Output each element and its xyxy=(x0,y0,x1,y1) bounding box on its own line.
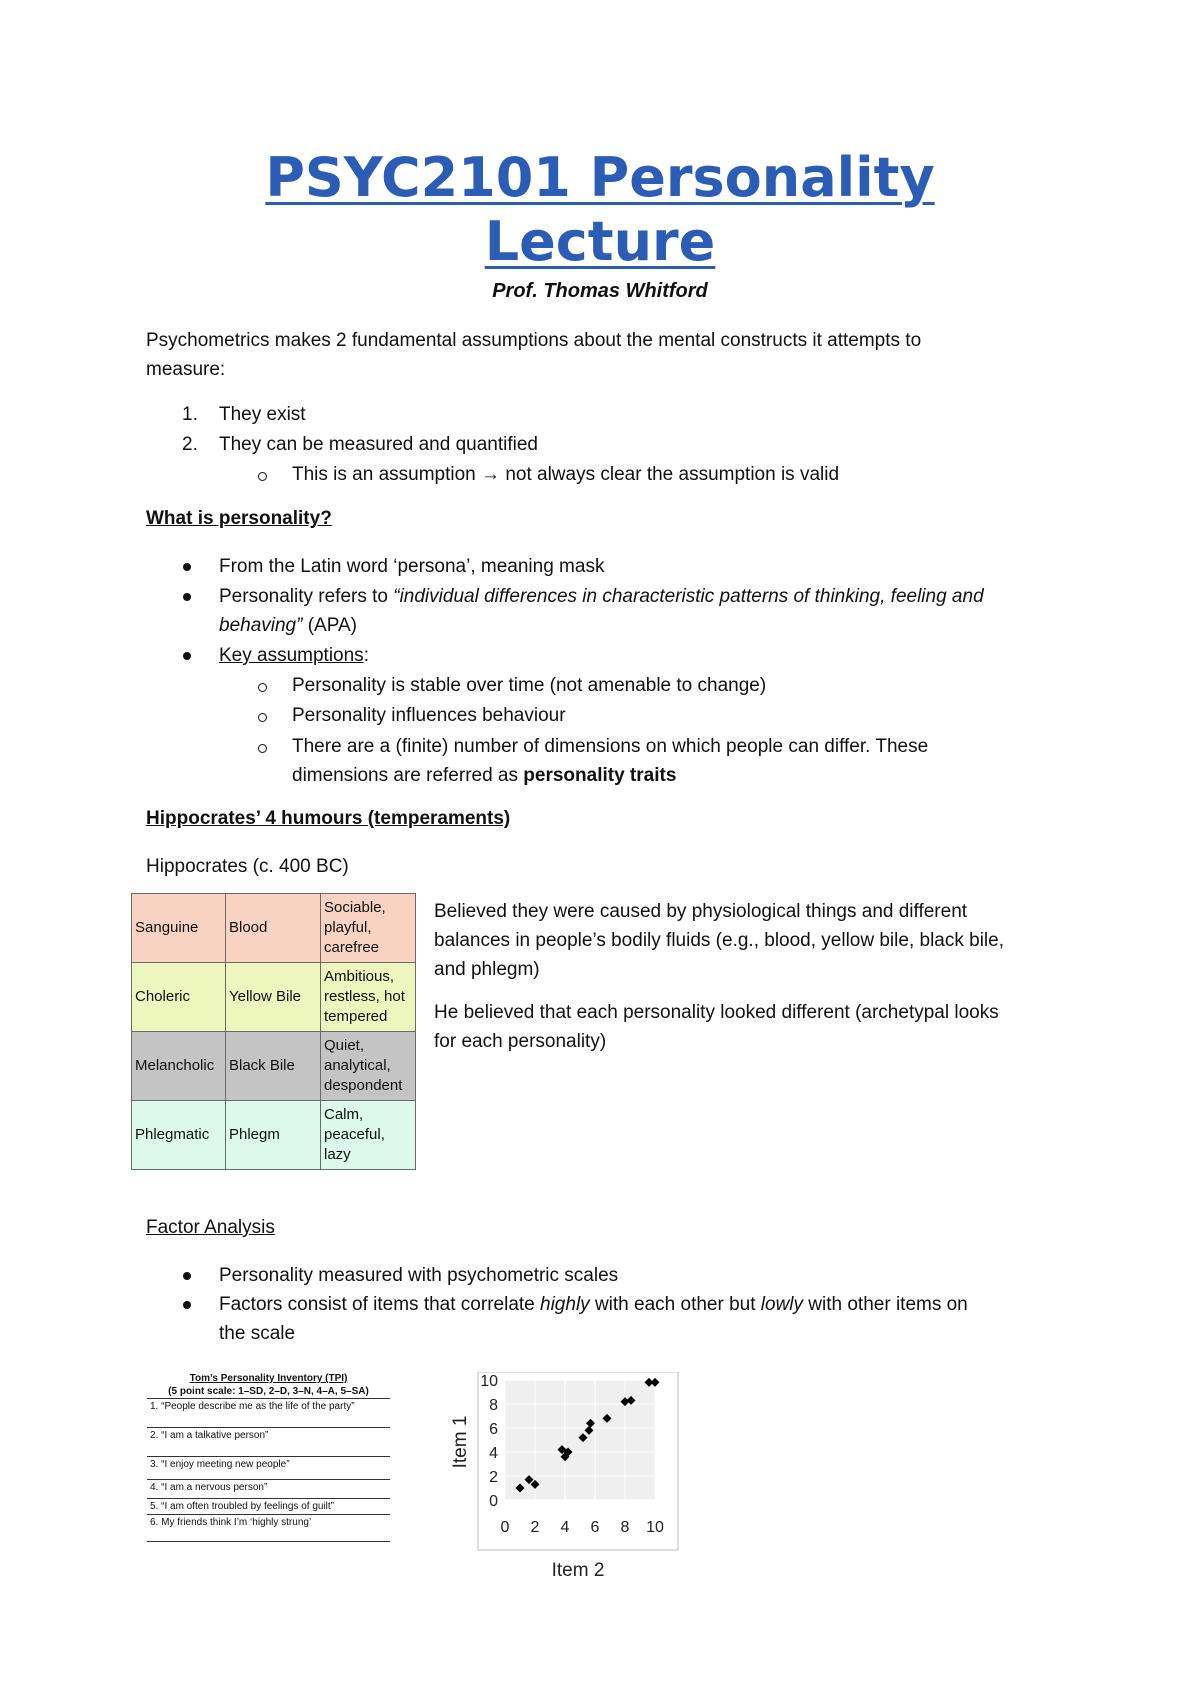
humour-cell: Black Bile xyxy=(226,1032,321,1101)
factor-bullet-2 xyxy=(219,1290,1079,1348)
definition-source: (APA) xyxy=(302,615,357,636)
tpi-item: 3. “I enjoy meeting new people” xyxy=(147,1456,390,1479)
factor-bullet-1: Personality measured with psychometric scales xyxy=(219,1265,619,1286)
section-heading-humours: Hippocrates’ 4 humours (temperaments) xyxy=(146,808,511,829)
y-tick-label: 0 xyxy=(489,1493,498,1510)
definition-lead: Personality refers to xyxy=(219,586,394,607)
tpi-inventory-figure xyxy=(147,1372,390,1568)
traits-cell: Calm, peaceful, lazy xyxy=(321,1101,416,1170)
assumption-note xyxy=(292,460,839,489)
x-tick-label: 8 xyxy=(620,1519,630,1536)
bullet-icon xyxy=(183,563,191,571)
traits-cell: Quiet, analytical, despondent xyxy=(321,1032,416,1101)
tpi-item: 5. “I am often troubled by feelings of guilt” xyxy=(147,1498,390,1514)
traits-cell: Sociable, playful, carefree xyxy=(321,894,416,963)
personality-bullet-3 xyxy=(219,641,369,670)
tpi-item: 4. “I am a nervous person” xyxy=(147,1479,390,1498)
temperament-cell: Phlegmatic xyxy=(132,1101,226,1170)
key-assumptions-colon: : xyxy=(363,645,369,666)
humour-cell: Blood xyxy=(226,894,321,963)
author-name: Prof. Thomas Whitford xyxy=(492,280,708,302)
assumption-note-lead: This is an assumption xyxy=(292,464,476,485)
humours-desc-line2: balances in people’s bodily fluids (e.g., blood, yellow bile, black bile, xyxy=(434,930,1004,951)
humours-desc-line5: for each personality) xyxy=(434,1031,607,1052)
y-tick-label: 10 xyxy=(480,1373,498,1390)
bullet-icon xyxy=(183,652,191,660)
x-tick-label: 10 xyxy=(646,1519,664,1536)
x-tick-label: 2 xyxy=(530,1519,540,1536)
section-heading-factor-analysis: Factor Analysis xyxy=(146,1217,275,1238)
hippocrates-label: Hippocrates (c. 400 BC) xyxy=(146,856,349,877)
temperament-cell: Choleric xyxy=(132,963,226,1032)
right-arrow-icon: → xyxy=(481,464,501,485)
bullet-icon xyxy=(183,593,191,601)
key-assumption-2: Personality influences behaviour xyxy=(292,705,566,726)
intro-line-1: Psychometrics makes 2 fundamental assumptions about the mental constructs it attempts to xyxy=(146,330,922,351)
scatter-chart xyxy=(440,1372,690,1584)
assumption-note-rest: not always clear the assumption is valid xyxy=(505,464,840,485)
numbered-marker-2: 2. xyxy=(182,434,198,455)
numbered-item-1: They exist xyxy=(219,404,306,425)
numbered-item-2: They can be measured and quantified xyxy=(219,434,538,455)
factor-text-c: with each other but xyxy=(589,1294,761,1315)
tpi-item: 6. My friends think I’m ‘highly strung’ xyxy=(147,1514,390,1542)
definition-quote-line2: behaving” xyxy=(219,615,303,636)
y-tick-label: 8 xyxy=(489,1397,498,1414)
section-heading-personality: What is personality? xyxy=(146,508,332,529)
humour-row xyxy=(132,963,416,1032)
factor-text-e: with other items on xyxy=(803,1294,968,1315)
tpi-item: 2. “I am a talkative person” xyxy=(147,1427,390,1456)
page-title-line1: PSYC2101 Personality xyxy=(265,146,935,209)
humours-desc-line3: and phlegm) xyxy=(434,959,540,980)
tpi-title: Tom’s Personality Inventory (TPI) xyxy=(189,1373,348,1384)
y-tick-label: 4 xyxy=(489,1445,498,1462)
x-tick-label: 0 xyxy=(500,1519,510,1536)
page-title-line2: Lecture xyxy=(484,210,716,273)
key-assumptions-label: Key assumptions xyxy=(219,645,364,666)
circle-bullet-icon xyxy=(258,683,267,692)
factor-text-highly: highly xyxy=(540,1294,590,1315)
x-tick-label: 4 xyxy=(560,1519,570,1536)
humour-row xyxy=(132,1101,416,1170)
temperament-cell: Sanguine xyxy=(132,894,226,963)
key-assumption-1: Personality is stable over time (not amenable to change) xyxy=(292,675,767,696)
humours-description xyxy=(434,897,1074,1056)
bullet-icon xyxy=(183,1272,191,1280)
personality-bullet-1: From the Latin word ‘persona’, meaning mask xyxy=(219,556,605,577)
factor-text-a: Factors consist of items that correlate xyxy=(219,1294,541,1315)
intro-line-2: measure: xyxy=(146,359,226,380)
key-assumption-3-lead: dimensions are referred as xyxy=(292,765,524,786)
bullet-icon xyxy=(183,1301,191,1309)
factor-text-lowly: lowly xyxy=(760,1294,804,1315)
tpi-scale: (5 point scale: 1–SD, 2–D, 3–N, 4–A, 5–SA) xyxy=(168,1386,369,1397)
y-tick-label: 2 xyxy=(489,1469,498,1486)
tpi-item: 1. “People describe me as the life of the party” xyxy=(147,1398,390,1427)
x-tick-label: 6 xyxy=(590,1519,600,1536)
humour-cell: Phlegm xyxy=(226,1101,321,1170)
humour-row xyxy=(132,894,416,963)
y-tick-label: 6 xyxy=(489,1421,498,1438)
circle-bullet-icon xyxy=(258,744,267,753)
intro-paragraph xyxy=(146,326,1046,384)
factor-text-line2: the scale xyxy=(219,1323,296,1344)
humours-table xyxy=(131,893,416,1170)
temperament-cell: Melancholic xyxy=(132,1032,226,1101)
key-assumption-3-line1: There are a (finite) number of dimensions on which people can differ. These xyxy=(292,736,929,757)
numbered-marker-1: 1. xyxy=(182,404,198,425)
y-axis-label: Item 1 xyxy=(450,1415,471,1469)
humour-row xyxy=(132,1032,416,1101)
humours-desc-line1: Believed they were caused by physiological things and different xyxy=(434,901,968,922)
traits-cell: Ambitious, restless, hot tempered xyxy=(321,963,416,1032)
definition-quote-line1: “individual differences in characteristic patterns of thinking, feeling and xyxy=(393,586,984,607)
humour-cell: Yellow Bile xyxy=(226,963,321,1032)
circle-bullet-icon xyxy=(258,713,267,722)
humours-desc-line4: He believed that each personality looked different (archetypal looks xyxy=(434,1002,999,1023)
key-assumption-3 xyxy=(292,732,1072,790)
personality-bullet-2 xyxy=(219,582,1079,640)
x-axis-label: Item 2 xyxy=(551,1560,605,1581)
personality-traits-term: personality traits xyxy=(523,765,677,786)
circle-bullet-icon xyxy=(258,472,267,481)
